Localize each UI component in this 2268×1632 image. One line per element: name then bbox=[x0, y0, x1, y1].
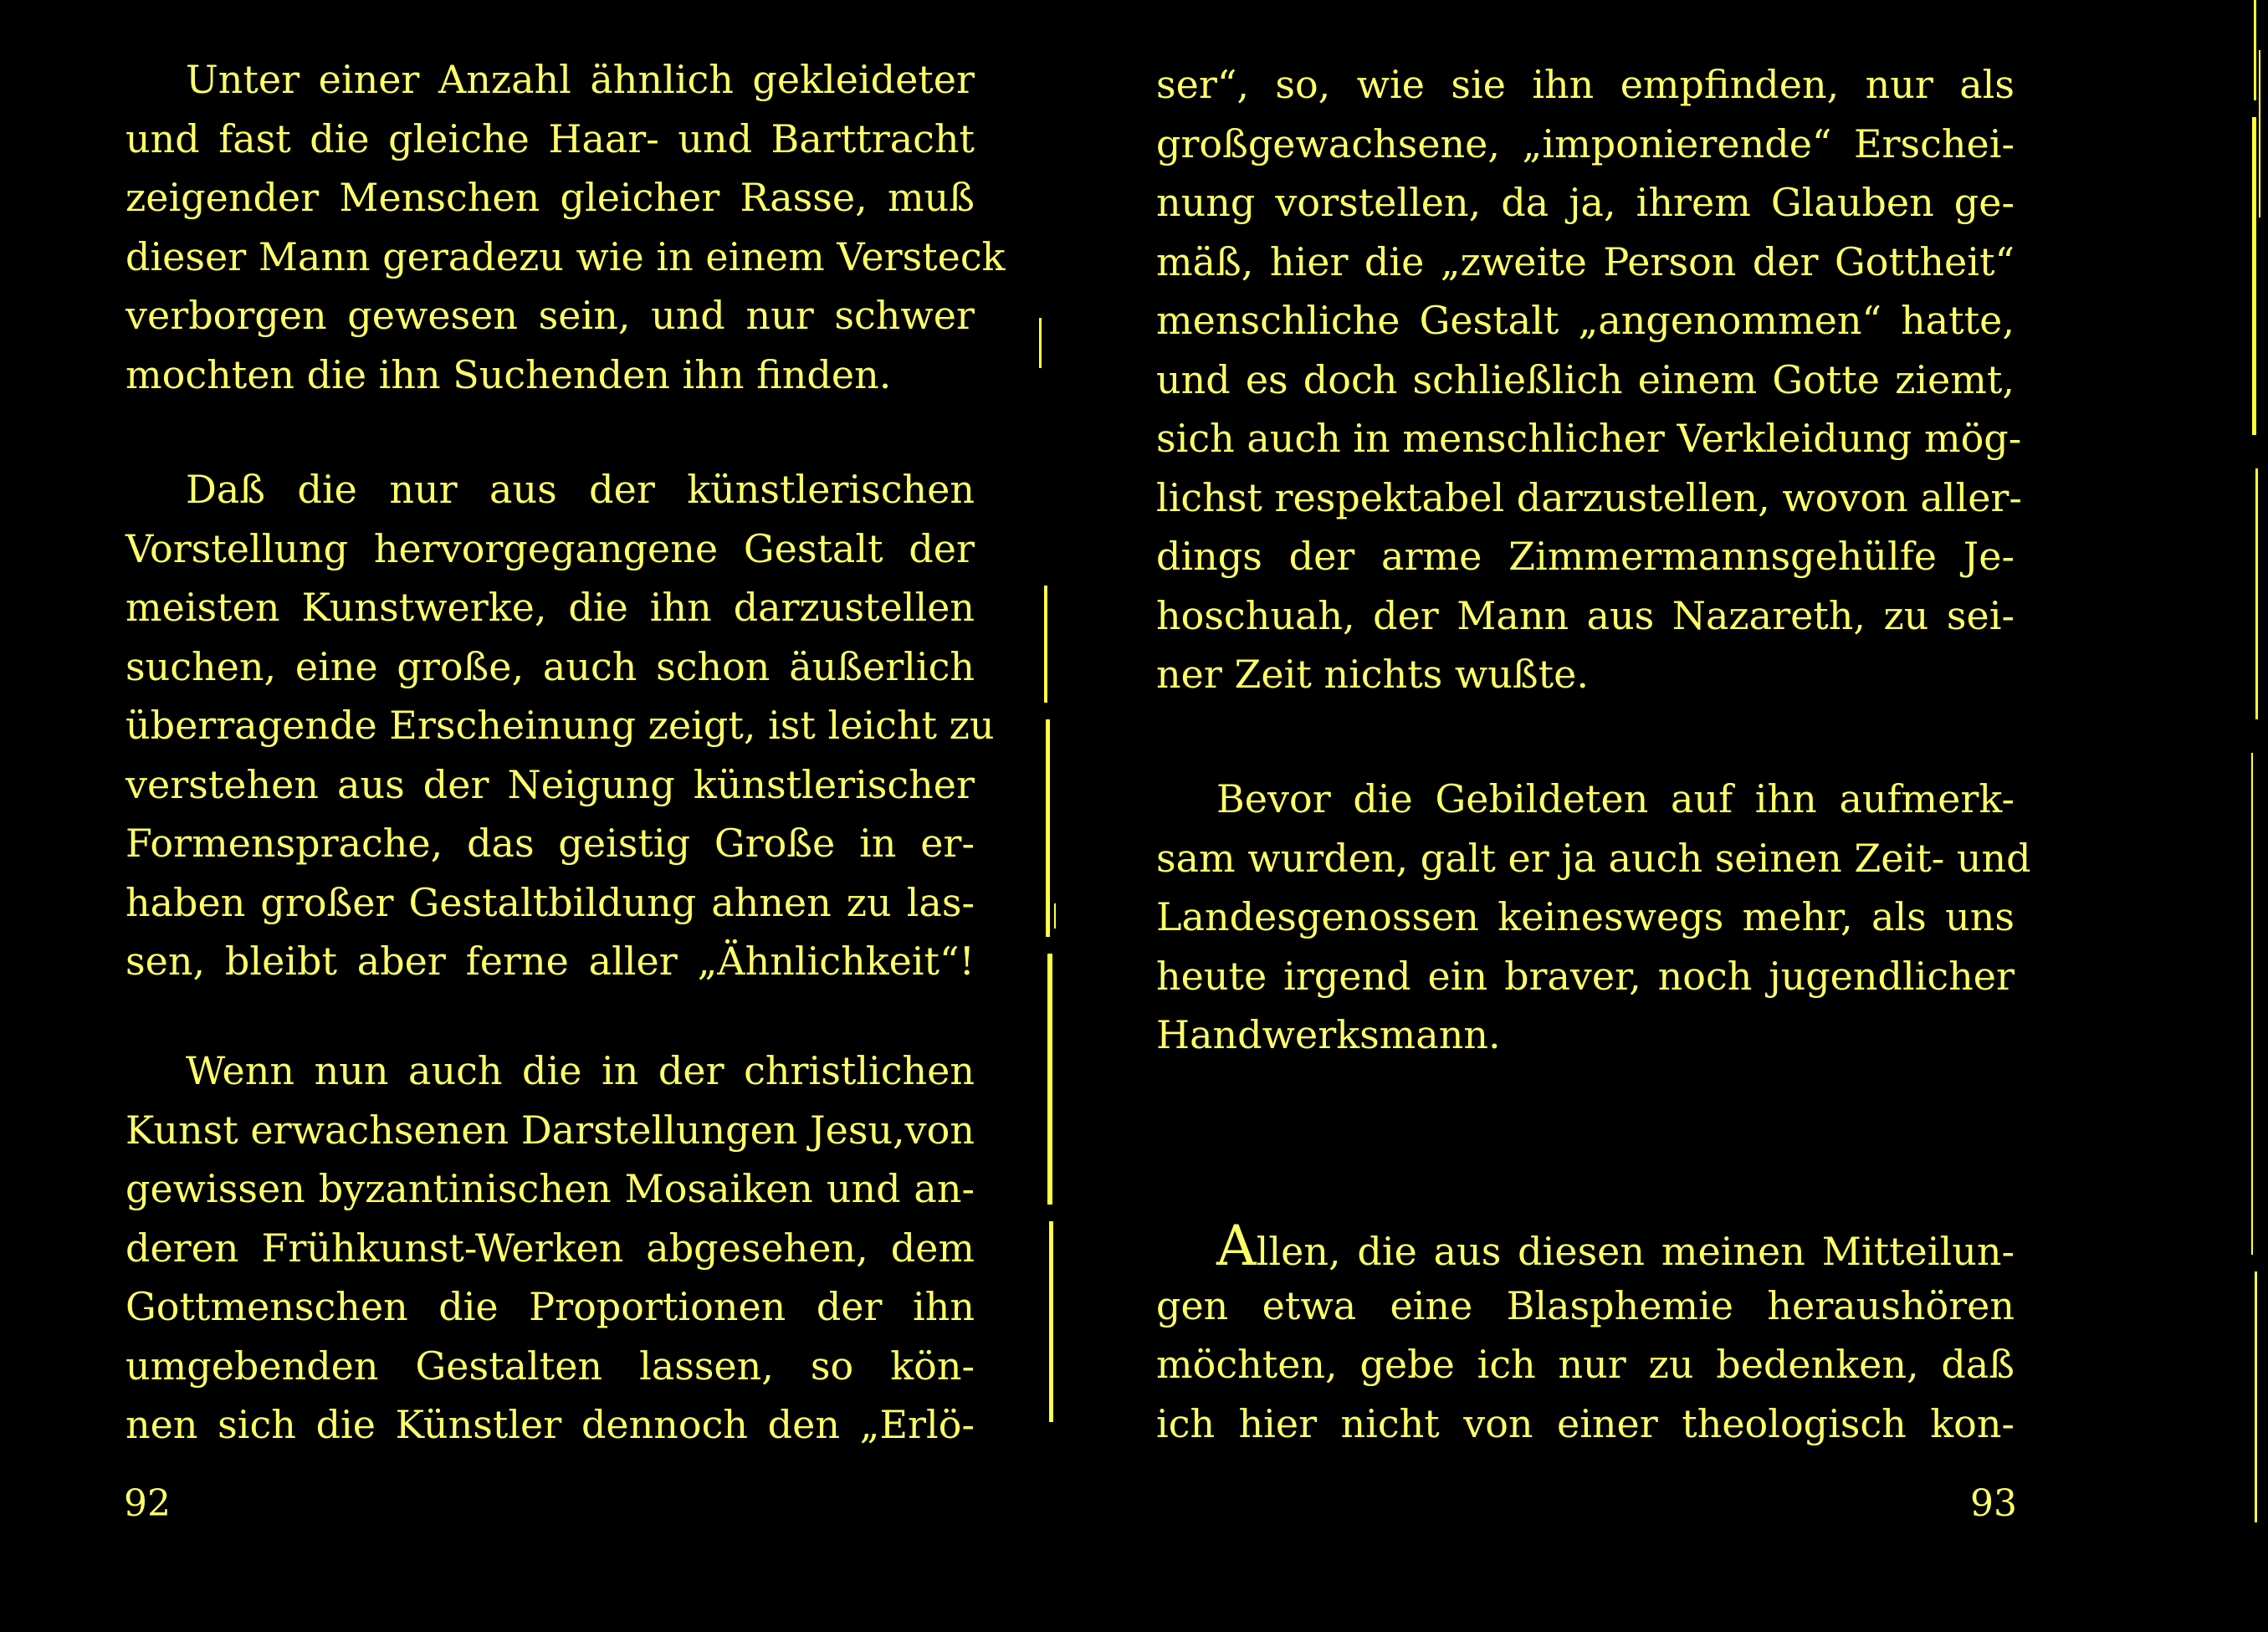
text-line: mäß, hier die „zweite Person der Gottheit“ bbox=[1156, 238, 2015, 284]
text-line: haben großer Gestaltbildung ahnen zu las- bbox=[125, 879, 975, 925]
text-line: lichst respektabel darzustellen, wovon aller- bbox=[1156, 474, 2022, 520]
left-paragraph-3 bbox=[125, 1041, 975, 1455]
text-line: ich hier nicht von einer theologisch kon- bbox=[1156, 1400, 2015, 1446]
text-line: großgewachsene, „imponierende“ Erschei- bbox=[1156, 120, 2015, 166]
text-line: möchten, gebe ich nur zu bedenken, daß bbox=[1156, 1342, 2015, 1387]
text-line: Unter einer Anzahl ähnlich gekleideter bbox=[186, 57, 975, 102]
text-line: deren Frühkunst-Werken abgesehen, dem bbox=[125, 1225, 975, 1271]
text-line: Landesgenossen keineswegs mehr, als uns bbox=[1156, 894, 2015, 939]
right-paragraph-3 bbox=[1156, 1214, 2015, 1453]
text-line: Vorstellung hervorgegangene Gestalt der bbox=[125, 525, 975, 571]
text-line: nen sich die Künstler dennoch den „Erlö- bbox=[125, 1402, 975, 1447]
text-line: dings der arme Zimmermannsgehülfe Je- bbox=[1156, 534, 2015, 579]
text-line: und es doch schließlich einem Gotte ziemt, bbox=[1156, 356, 2015, 402]
text-line: heute irgend ein braver, noch jugendlicher bbox=[1156, 953, 2015, 999]
text-line: Formensprache, das geistig Große in er- bbox=[125, 821, 975, 866]
text-line: verborgen gewesen sein, und nur schwer bbox=[125, 293, 975, 338]
text-line: llen, die aus diesen meinen Mitteilun- bbox=[1256, 1229, 2015, 1274]
text-line: gen etwa eine Blasphemie heraushören bbox=[1156, 1282, 2015, 1328]
text-line: Kunst erwachsenen Darstellungen Jesu,von bbox=[125, 1107, 975, 1153]
text-line: ner Zeit nichts wußte. bbox=[1156, 652, 1589, 697]
text-line: hoschuah, der Mann aus Nazareth, zu sei- bbox=[1156, 592, 2015, 638]
text-line: Daß die nur aus der künstlerischen bbox=[186, 467, 975, 512]
text-line: zeigender Menschen gleicher Rasse, muß bbox=[125, 175, 975, 220]
text-line: überragende Erscheinung zeigt, ist leicht zu bbox=[125, 703, 995, 748]
text-line: nung vorstellen, da ja, ihrem Glauben ge- bbox=[1156, 180, 2015, 225]
text-line: verstehen aus der Neigung künstlerischer bbox=[125, 761, 975, 807]
page-number-left: 92 bbox=[124, 1482, 171, 1525]
text-line: Gottmenschen die Proportionen der ihn bbox=[125, 1284, 975, 1329]
text-line: menschliche Gestalt „angenommen“ hatte, bbox=[1156, 298, 2015, 343]
book-gutter bbox=[1037, 50, 1071, 1472]
text-line: dieser Mann geradezu wie in einem Versteck bbox=[125, 233, 1006, 279]
text-line: sich auch in menschlicher Verkleidung mög- bbox=[1156, 416, 2022, 461]
text-line: gewissen byzantinischen Mosaiken und an- bbox=[125, 1166, 975, 1211]
text-line: ser“, so, wie sie ihn empfinden, nur als bbox=[1156, 62, 2015, 107]
left-page bbox=[0, 0, 1054, 1632]
text-line: Handwerksmann. bbox=[1156, 1012, 1501, 1057]
page-edge bbox=[2250, 0, 2268, 1632]
right-paragraph-1 bbox=[1156, 55, 2022, 704]
left-paragraph-2 bbox=[125, 460, 995, 991]
text-line: Bevor die Gebildeten auf ihn aufmerk- bbox=[1216, 776, 2015, 821]
text-line: meisten Kunstwerke, die ihn darzustellen bbox=[125, 585, 975, 630]
text-line-with-drop-cap bbox=[1156, 1214, 2015, 1278]
drop-cap: A bbox=[1216, 1214, 1257, 1278]
page-number-right: 93 bbox=[1970, 1482, 2017, 1525]
right-paragraph-2 bbox=[1156, 770, 2031, 1065]
text-line: umgebenden Gestalten lassen, so kön- bbox=[125, 1343, 975, 1389]
text-line: mochten die ihn Suchenden ihn finden. bbox=[125, 351, 892, 397]
left-paragraph-1 bbox=[125, 50, 1006, 404]
text-line: sam wurden, galt er ja auch seinen Zeit- und bbox=[1156, 835, 2031, 881]
text-line: Wenn nun auch die in der christlichen bbox=[186, 1048, 975, 1093]
text-line: sen, bleibt aber ferne aller „Ähnlichkeit“! bbox=[125, 939, 975, 984]
text-line: und fast die gleiche Haar- und Barttracht bbox=[125, 115, 975, 161]
text-line: suchen, eine große, auch schon äußerlich bbox=[125, 643, 975, 689]
